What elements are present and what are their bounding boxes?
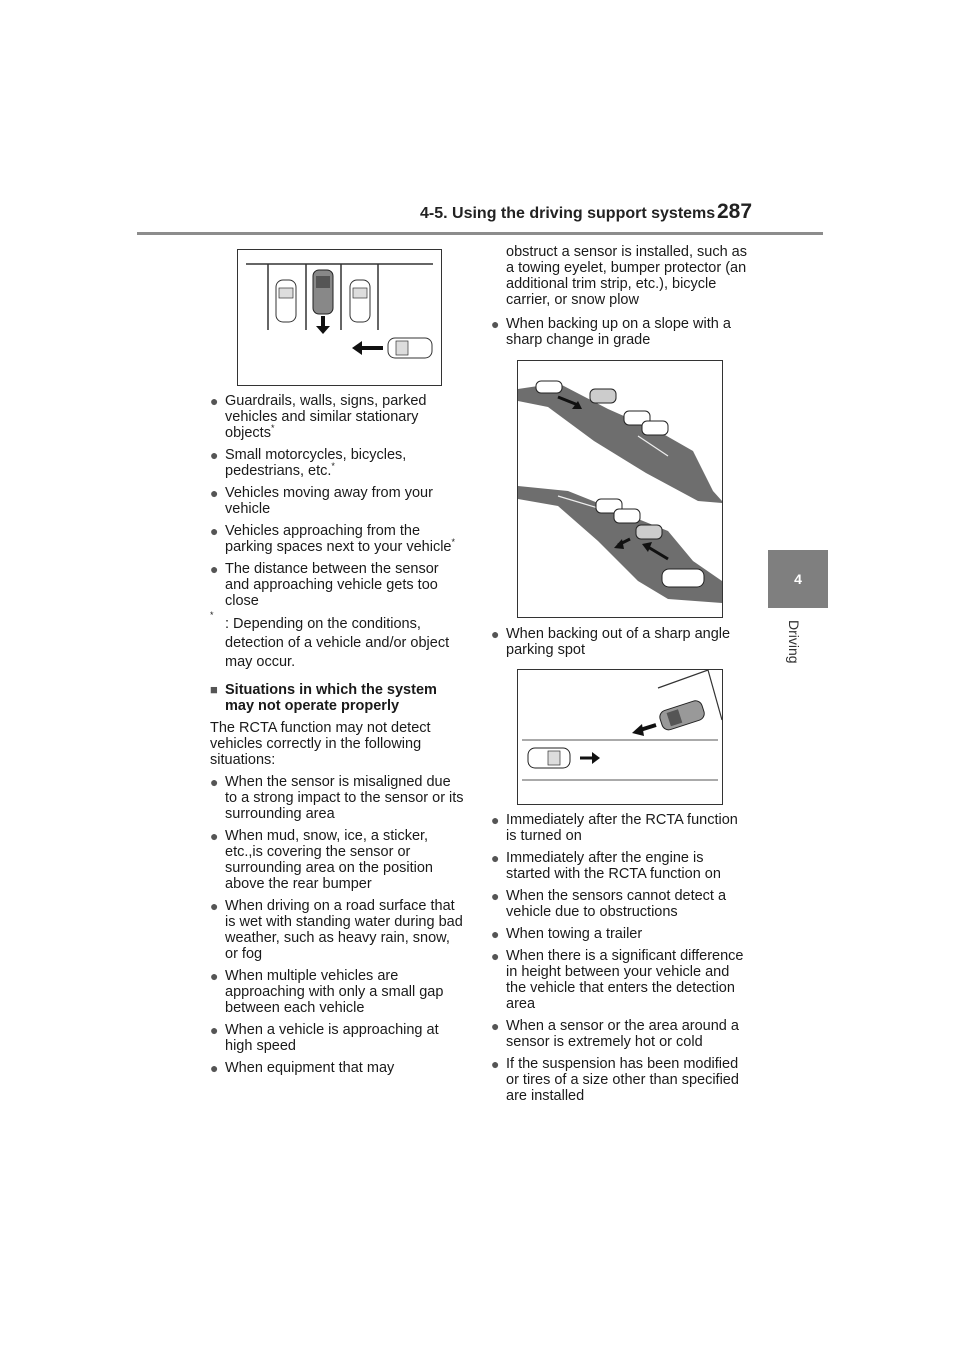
bullet-icon: ● <box>210 393 219 409</box>
bullet-icon: ● <box>210 447 219 463</box>
list-item: ● The distance between the sensor and approaching vehicle gets too close <box>210 561 439 609</box>
bullet-icon: ● <box>210 485 219 501</box>
bullet-icon: ● <box>491 850 500 866</box>
section-heading: ■ Situations in which the system may not operate properly <box>210 682 437 714</box>
parking-lot-illustration <box>237 249 442 386</box>
footnote: * : Depending on the conditions, detection of a vehicle and/or object may occur. <box>210 610 450 670</box>
list-item: ● When mud, snow, ice, a sticker, etc.,is covering the sensor or surrounding area on the position above the rear bumper <box>210 828 433 892</box>
bullet-icon: ● <box>210 561 219 577</box>
right-column-bottom <box>491 812 747 1110</box>
list-item: ● Small motorcycles, bicycles, pedestrians, etc.* <box>210 447 407 479</box>
slope-illustration <box>517 360 723 618</box>
list-item: ● When a vehicle is approaching at high speed <box>210 1022 439 1054</box>
bullet-icon: ● <box>210 828 219 844</box>
bullet-icon: ● <box>491 888 500 904</box>
list-item: ● When the sensors cannot detect a vehicle due to obstructions <box>491 888 727 920</box>
list-item: ● Vehicles approaching from the parking spaces next to your vehicle* <box>210 523 456 555</box>
bullet-icon: ● <box>210 774 219 790</box>
list-item: ● Immediately after the RCTA function is turned on <box>491 812 738 844</box>
list-item: ● When towing a trailer <box>491 926 643 942</box>
left-column <box>210 393 466 1082</box>
angle-parking-illustration <box>517 669 723 805</box>
list-item: ● When driving on a road surface that is wet with standing water during bad weather, such as heavy rain, snow, or fog <box>210 898 463 962</box>
list-item: ● When the sensor is misaligned due to a strong impact to the sensor or its surrounding area <box>210 774 464 822</box>
header-rule <box>137 232 823 235</box>
list-item: ● Guardrails, walls, signs, parked vehicles and similar stationary objects* <box>210 393 427 441</box>
list-item: ● When equipment that may <box>210 1060 395 1076</box>
bullet-icon: ● <box>491 926 500 942</box>
bullet-icon: ● <box>210 898 219 914</box>
list-item: ● Vehicles moving away from your vehicle <box>210 485 433 517</box>
list-item: ● When multiple vehicles are approaching with only a small gap between each vehicle <box>210 968 444 1016</box>
bullet-icon: ● <box>491 1056 500 1072</box>
continuation-paragraph: obstruct a sensor is installed, such as a towing eyelet, bumper protector (an additional trim strip, etc.), bicycle carrier, or snow plow <box>506 244 747 308</box>
right-column-mid <box>491 626 747 664</box>
list-item: ● When a sensor or the area around a sensor is extremely hot or cold <box>491 1018 739 1050</box>
list-item: ● When backing out of a sharp angle parking spot <box>491 626 731 658</box>
bullet-icon: ● <box>210 1022 219 1038</box>
square-icon: ■ <box>210 682 218 697</box>
section-title: 4-5. Using the driving support systems <box>420 205 716 222</box>
bullet-icon: ● <box>491 948 500 964</box>
intro-paragraph: The RCTA function may not detect vehicles correctly in the following situations: <box>210 720 431 768</box>
bullet-icon: ● <box>210 968 219 984</box>
bullet-icon: ● <box>491 1018 500 1034</box>
chapter-label: Driving <box>786 620 802 664</box>
bullet-icon: ● <box>491 812 500 828</box>
bullet-icon: ● <box>210 1060 219 1076</box>
right-column-top <box>491 244 747 354</box>
bullet-icon: ● <box>210 523 219 539</box>
page-number: 287 <box>717 200 753 223</box>
chapter-tab: 4 <box>768 550 828 608</box>
list-item: ● If the suspension has been modified or tires of a size other than specified are installed <box>491 1056 739 1104</box>
list-item: ● Immediately after the engine is started with the RCTA function on <box>491 850 721 882</box>
bullet-icon: ● <box>491 316 500 332</box>
list-item: ● When there is a significant difference in height between your vehicle and the vehicle that enters the detection area <box>491 948 744 1012</box>
bullet-icon: ● <box>491 626 500 642</box>
list-item: ● When backing up on a slope with a sharp change in grade <box>491 316 731 348</box>
